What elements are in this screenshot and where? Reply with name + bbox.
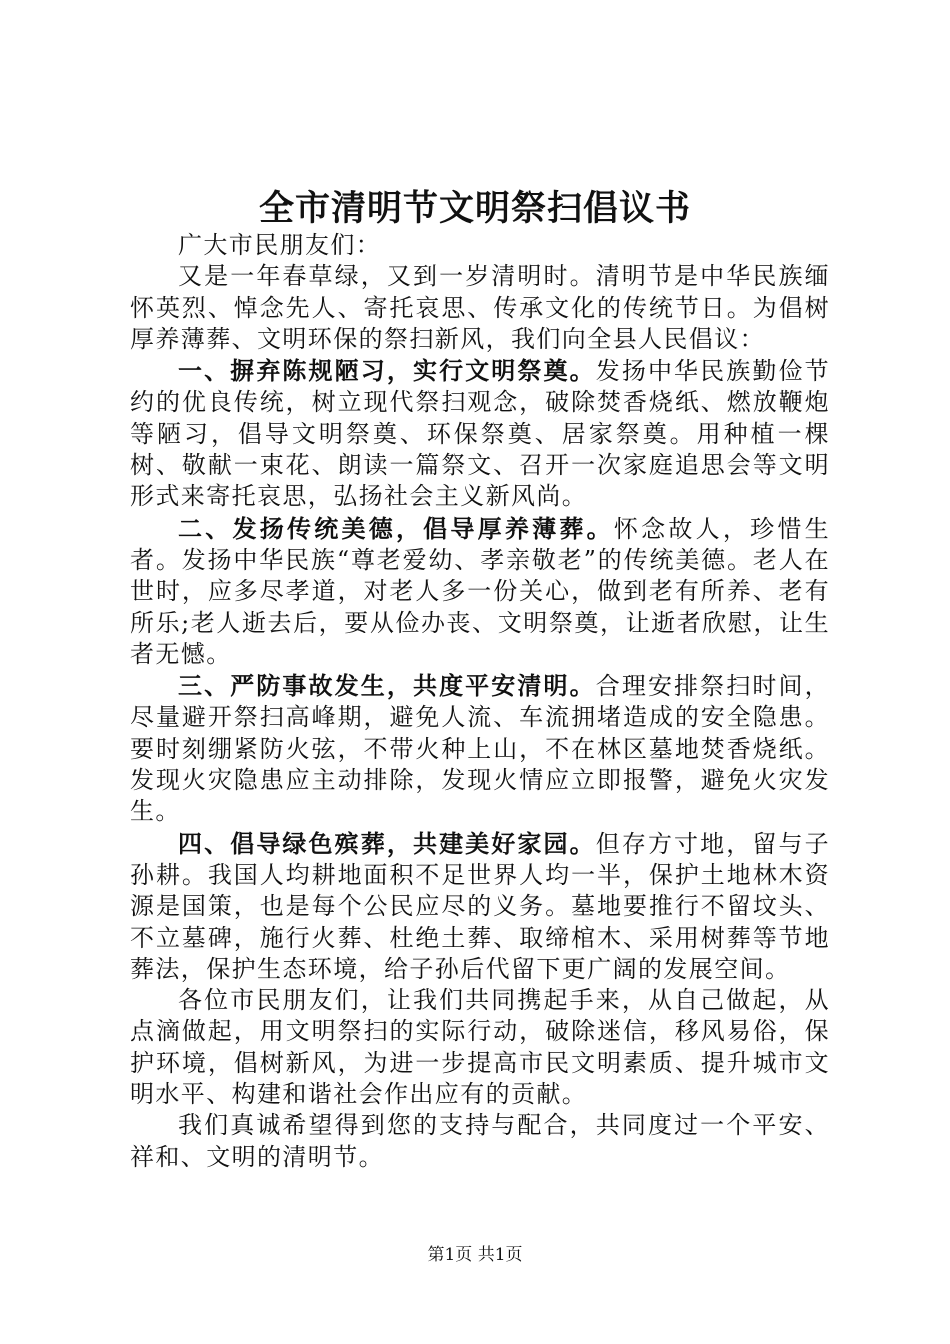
appeal-paragraph: 各位市民朋友们，让我们共同携起手来，从自己做起，从点滴做起，用文明祭扫的实际行动，破除迷信，移风易俗，保护环境，倡树新风，为进一步提高市民文明素质、提升城市文明水平、构建和谐社会作出应有的贡献。 — [130, 986, 830, 1109]
proposal-paragraph-1 — [130, 355, 830, 512]
page-footer: 第1页 共1页 — [427, 1245, 523, 1265]
proposal-heading: 三、严防事故发生，共度平安清明。 — [178, 671, 596, 701]
proposal-heading: 四、倡导绿色殡葬，共建美好家园。 — [178, 828, 596, 858]
proposal-text: 发扬中华民族勤俭节约的优良传统，树立现代祭扫观念，破除焚香烧纸、燃放鞭炮等陋习，倡导文明祭奠、环保祭奠、居家祭奠。用种植一棵树、敬献一束花、朗读一篇祭文、召开一次家庭追思会等文明形式来寄托哀思，弘扬社会主义新风尚。 — [130, 357, 830, 511]
document-body — [130, 230, 830, 1173]
closing-paragraph: 我们真诚希望得到您的支持与配合，共同度过一个平安、祥和、文明的清明节。 — [130, 1111, 830, 1171]
proposal-text: 但存方寸地，留与子孙耕。我国人均耕地面积不足世界人均一半，保护土地林木资源是国策，也是每个公民应尽的义务。墓地要推行不留坟头、不立墓碑，施行火葬、杜绝土葬、取缔棺木、采用树葬等节地葬法，保护生态环境，给子孙后代留下更广阔的发展空间。 — [130, 829, 830, 983]
proposal-paragraph-4 — [130, 828, 830, 985]
proposal-paragraph-2 — [130, 513, 830, 670]
document-title: 全市清明节文明祭扫倡议书 — [258, 188, 691, 229]
proposal-heading: 二、发扬传统美德，倡导厚养薄葬。 — [178, 513, 614, 543]
intro-paragraph: 又是一年春草绿，又到一岁清明时。清明节是中华民族缅怀英烈、悼念先人、寄托哀思、传承文化的传统节日。为倡树厚养薄葬、文明环保的祭扫新风，我们向全县人民倡议： — [130, 262, 830, 353]
proposal-heading: 一、摒弃陈规陋习，实行文明祭奠。 — [178, 356, 596, 386]
proposal-text: 合理安排祭扫时间，尽量避开祭扫高峰期，避免人流、车流拥堵造成的安全隐患。要时刻绷紧防火弦，不带火种上山，不在林区墓地焚香烧纸。发现火灾隐患应主动排除，发现火情应立即报警，避免火灾发生。 — [130, 672, 830, 826]
salutation: 广大市民朋友们： — [178, 231, 382, 259]
proposal-text: 怀念故人，珍惜生者。发扬中华民族“尊老爱幼、孝亲敬老”的传统美德。老人在世时，应多尽孝道，对老人多一份关心，做到老有所养、老有所乐;老人逝去后，要从俭办丧、文明祭奠，让逝者欣慰，让生者无憾。 — [130, 514, 830, 668]
proposal-paragraph-3 — [130, 670, 830, 827]
